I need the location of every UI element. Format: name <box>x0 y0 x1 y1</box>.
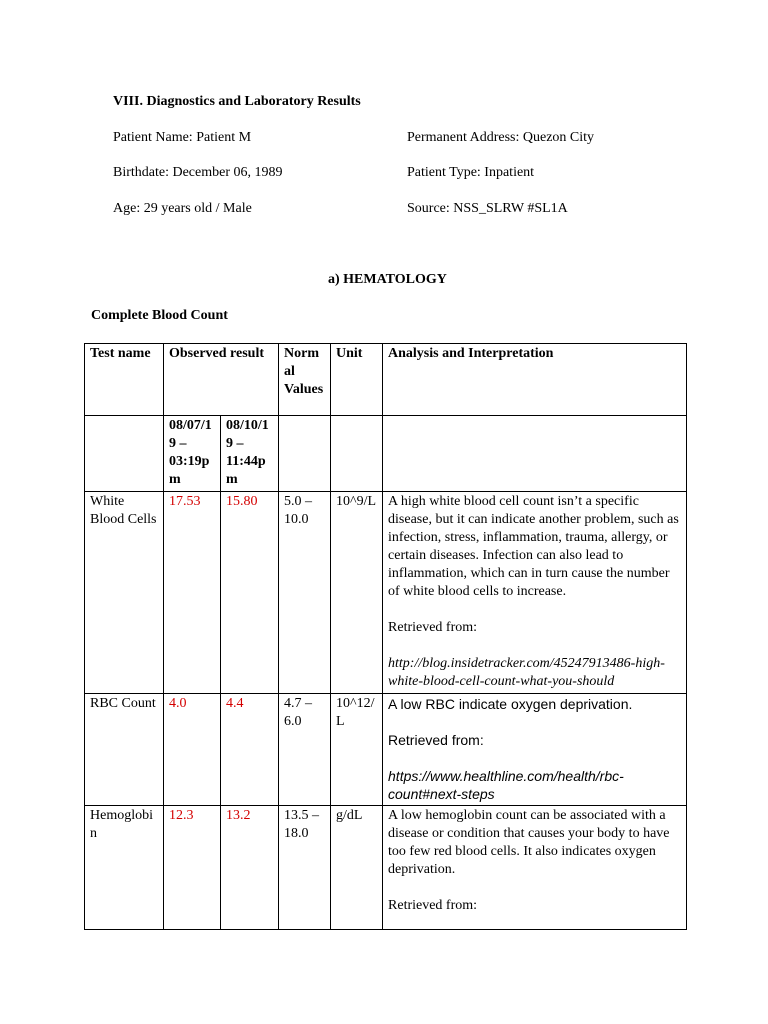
observed-value: 13.2 <box>221 806 279 930</box>
date-1: 08/07/19 – 03:19pm <box>164 416 221 492</box>
analysis-text: A low hemoglobin count can be associated with a disease or condition that causes your body to have too few red blood cells. It also indicates oxygen deprivation. <box>388 808 670 877</box>
observed-value: 4.0 <box>164 694 221 806</box>
analysis-text: A high white blood cell count isn’t a specific disease, but it can indicate another problem, such as infection, stress, inflammation, trauma, allergy, or certain diseases. Infection can also lead to inflammation, which can in turn cause the number of white blood cells to increase. <box>388 494 679 599</box>
cbc-table <box>84 343 687 930</box>
source-url: https://www.healthline.com/health/rbc-count#next-steps <box>388 768 624 802</box>
patient-source: Source: NSS_SLRW #SL1A <box>407 201 568 216</box>
source-url: http://blog.insidetracker.com/45247913486-high-white-blood-cell-count-what-you-should <box>388 656 665 689</box>
normal-value: 5.0 – 10.0 <box>279 492 331 694</box>
header-observed: Observed result <box>164 344 279 416</box>
table-date-row <box>85 416 687 492</box>
observed-value: 4.4 <box>221 694 279 806</box>
header-unit: Unit <box>331 344 383 416</box>
test-name: Hemoglobin <box>85 806 164 930</box>
header-normal: Normal Values <box>279 344 331 416</box>
table-row <box>85 492 687 694</box>
retrieved-label: Retrieved from: <box>388 620 478 635</box>
observed-value: 12.3 <box>164 806 221 930</box>
patient-birthdate: Birthdate: December 06, 1989 <box>113 165 283 180</box>
normal-value: 13.5 – 18.0 <box>279 806 331 930</box>
test-name: White Blood Cells <box>85 492 164 694</box>
table-header-row <box>85 344 687 416</box>
table-row <box>85 806 687 930</box>
analysis-cell <box>383 492 687 694</box>
patient-name: Patient Name: Patient M <box>113 130 252 145</box>
retrieved-label: Retrieved from: <box>388 898 478 913</box>
unit: 10^12/L <box>331 694 383 806</box>
normal-value: 4.7 – 6.0 <box>279 694 331 806</box>
test-name: RBC Count <box>85 694 164 806</box>
patient-address: Permanent Address: Quezon City <box>407 130 595 145</box>
table-title: Complete Blood Count <box>91 308 228 323</box>
unit: 10^9/L <box>331 492 383 694</box>
table-row <box>85 694 687 806</box>
analysis-cell <box>383 806 687 930</box>
retrieved-label: Retrieved from: <box>388 732 484 748</box>
unit: g/dL <box>331 806 383 930</box>
section-title: VIII. Diagnostics and Laboratory Results <box>113 94 361 109</box>
header-test-name: Test name <box>85 344 164 416</box>
observed-value: 15.80 <box>221 492 279 694</box>
analysis-cell <box>383 694 687 806</box>
observed-value: 17.53 <box>164 492 221 694</box>
patient-type: Patient Type: Inpatient <box>407 165 535 180</box>
header-analysis: Analysis and Interpretation <box>383 344 687 416</box>
date-2: 08/10/19 – 11:44pm <box>221 416 279 492</box>
patient-age: Age: 29 years old / Male <box>113 201 252 216</box>
analysis-text: A low RBC indicate oxygen deprivation. <box>388 696 633 712</box>
subsection-title: a) HEMATOLOGY <box>328 272 447 287</box>
